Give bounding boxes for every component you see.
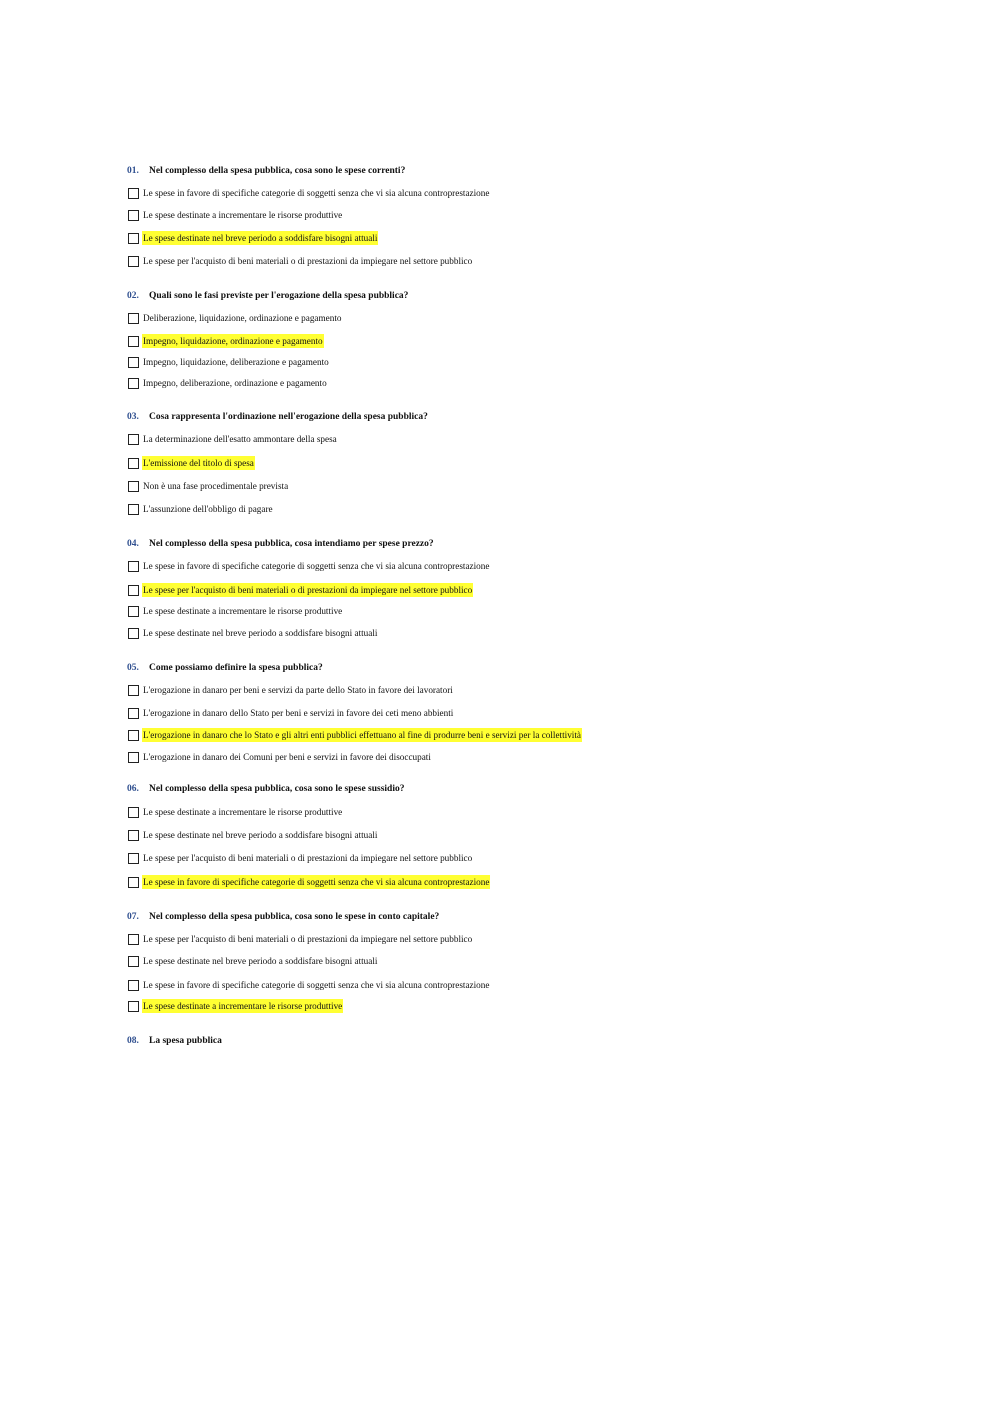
answer-text: Impegno, liquidazione, deliberazione e pagamento	[143, 357, 329, 367]
answer-text: Le spese per l'acquisto di beni materiali o di prestazioni da impiegare nel settore pubblico	[143, 853, 473, 863]
question-text: Nel complesso della spesa pubblica, cosa sono le spese correnti?	[149, 166, 406, 176]
answer-text: L'erogazione in danaro dei Comuni per beni e servizi in favore dei disoccupati	[143, 752, 431, 762]
question-text: Nel complesso della spesa pubblica, cosa intendiamo per spese prezzo?	[149, 539, 434, 549]
answer-text: Le spese destinate a incrementare le risorse produttive	[143, 807, 343, 817]
answer-text: Le spese in favore di specifiche categorie di soggetti senza che vi sia alcuna controprestazione	[143, 980, 490, 990]
answer-text: Impegno, deliberazione, ordinazione e pagamento	[143, 378, 327, 388]
answer-checkbox[interactable]	[128, 357, 139, 368]
answer-option[interactable]	[128, 875, 490, 889]
answer-option[interactable]	[128, 334, 324, 348]
answer-text: Le spese in favore di specifiche categorie di soggetti senza che vi sia alcuna controprestazione	[143, 561, 490, 571]
answer-checkbox[interactable]	[128, 606, 139, 617]
question-text: Come possiamo definire la spesa pubblica?	[149, 663, 323, 673]
answer-text: L'erogazione in danaro per beni e servizi da parte dello Stato in favore dei lavoratori	[143, 685, 453, 695]
answer-option[interactable]	[128, 828, 378, 842]
answer-text: Le spese per l'acquisto di beni materiali o di prestazioni da impiegare nel settore pubblico	[143, 256, 473, 266]
answer-checkbox[interactable]	[128, 585, 139, 596]
answer-option[interactable]	[128, 706, 454, 720]
answer-checkbox[interactable]	[128, 434, 139, 445]
answer-option[interactable]	[128, 376, 328, 390]
question-8	[127, 1035, 222, 1047]
question-6	[127, 783, 404, 795]
answer-text-highlighted: Le spese destinate nel breve periodo a soddisfare bisogni attuali	[143, 233, 378, 243]
question-4	[127, 538, 434, 550]
answer-text: Le spese destinate a incrementare le risorse produttive	[143, 606, 343, 616]
answer-text-highlighted: L'erogazione in danaro che lo Stato e gli altri enti pubblici effettuano al fine di produrre beni e servizi per la collettività	[143, 730, 581, 740]
answer-text: Le spese destinate nel breve periodo a soddisfare bisogni attuali	[143, 830, 378, 840]
answer-text: Le spese destinate nel breve periodo a soddisfare bisogni attuali	[143, 956, 378, 966]
question-text: Nel complesso della spesa pubblica, cosa sono le spese sussidio?	[149, 784, 405, 794]
answer-option[interactable]	[128, 186, 490, 200]
answer-option[interactable]	[128, 932, 473, 946]
question-text: Quali sono le fasi previste per l'erogazione della spesa pubblica?	[149, 291, 409, 301]
answer-text: Deliberazione, liquidazione, ordinazione e pagamento	[143, 313, 342, 323]
answer-option[interactable]	[128, 604, 343, 618]
question-number: 01.	[127, 166, 139, 176]
answer-checkbox[interactable]	[128, 934, 139, 945]
question-7	[127, 911, 439, 923]
answer-checkbox[interactable]	[128, 956, 139, 967]
answer-checkbox[interactable]	[128, 210, 139, 221]
answer-option[interactable]	[128, 231, 378, 245]
answer-checkbox[interactable]	[128, 458, 139, 469]
answer-option[interactable]	[128, 254, 473, 268]
question-2	[127, 290, 408, 302]
answer-option[interactable]	[128, 432, 338, 446]
answer-checkbox[interactable]	[128, 730, 139, 741]
answer-checkbox[interactable]	[128, 504, 139, 515]
answer-text: L'assunzione dell'obbligo di pagare	[143, 504, 273, 514]
answer-option[interactable]	[128, 978, 490, 992]
answer-text-highlighted: Le spese destinate a incrementare le risorse produttive	[143, 1001, 343, 1011]
answer-text: Le spese in favore di specifiche categorie di soggetti senza che vi sia alcuna controprestazione	[143, 188, 490, 198]
answer-option[interactable]	[128, 750, 432, 764]
answer-text-highlighted: L'emissione del titolo di spesa	[143, 458, 254, 468]
question-number: 08.	[127, 1036, 139, 1046]
answer-checkbox[interactable]	[128, 628, 139, 639]
question-text: Cosa rappresenta l'ordinazione nell'erogazione della spesa pubblica?	[149, 412, 428, 422]
question-number: 02.	[127, 291, 139, 301]
answer-option[interactable]	[128, 805, 343, 819]
answer-option[interactable]	[128, 851, 473, 865]
answer-option[interactable]	[128, 355, 330, 369]
answer-checkbox[interactable]	[128, 807, 139, 818]
answer-option[interactable]	[128, 583, 473, 597]
answer-option[interactable]	[128, 311, 342, 325]
answer-checkbox[interactable]	[128, 378, 139, 389]
answer-checkbox[interactable]	[128, 853, 139, 864]
question-number: 06.	[127, 784, 139, 794]
answer-text-highlighted: Le spese in favore di specifiche categorie di soggetti senza che vi sia alcuna controprestazione	[143, 877, 490, 887]
answer-text: La determinazione dell'esatto ammontare della spesa	[143, 434, 337, 444]
answer-checkbox[interactable]	[128, 980, 139, 991]
answer-text-highlighted: Impegno, liquidazione, ordinazione e pagamento	[143, 336, 323, 346]
answer-option[interactable]	[128, 479, 289, 493]
answer-text-highlighted: Le spese per l'acquisto di beni materiali o di prestazioni da impiegare nel settore pubblico	[143, 585, 473, 595]
answer-option[interactable]	[128, 456, 255, 470]
answer-checkbox[interactable]	[128, 561, 139, 572]
answer-checkbox[interactable]	[128, 256, 139, 267]
question-number: 07.	[127, 912, 139, 922]
question-number: 05.	[127, 663, 139, 673]
answer-option[interactable]	[128, 954, 378, 968]
answer-option[interactable]	[128, 683, 454, 697]
answer-checkbox[interactable]	[128, 877, 139, 888]
answer-checkbox[interactable]	[128, 685, 139, 696]
answer-checkbox[interactable]	[128, 708, 139, 719]
answer-text: Non è una fase procedimentale prevista	[143, 481, 289, 491]
answer-checkbox[interactable]	[128, 188, 139, 199]
answer-option[interactable]	[128, 559, 490, 573]
answer-option[interactable]	[128, 999, 343, 1013]
answer-text: Le spese destinate nel breve periodo a soddisfare bisogni attuali	[143, 628, 378, 638]
question-3	[127, 411, 428, 423]
question-number: 04.	[127, 539, 139, 549]
answer-checkbox[interactable]	[128, 313, 139, 324]
answer-text: Le spese per l'acquisto di beni materiali o di prestazioni da impiegare nel settore pubblico	[143, 934, 473, 944]
question-text: Nel complesso della spesa pubblica, cosa sono le spese in conto capitale?	[149, 912, 440, 922]
answer-option[interactable]	[128, 626, 378, 640]
answer-checkbox[interactable]	[128, 830, 139, 841]
answer-option[interactable]	[128, 728, 582, 742]
answer-checkbox[interactable]	[128, 1001, 139, 1012]
answer-checkbox[interactable]	[128, 481, 139, 492]
answer-checkbox[interactable]	[128, 752, 139, 763]
question-1	[127, 165, 405, 177]
answer-checkbox[interactable]	[128, 233, 139, 244]
answer-option[interactable]	[128, 208, 343, 222]
answer-text: Le spese destinate a incrementare le risorse produttive	[143, 210, 343, 220]
answer-checkbox[interactable]	[128, 336, 139, 347]
question-number: 03.	[127, 412, 139, 422]
answer-text: L'erogazione in danaro dello Stato per beni e servizi in favore dei ceti meno abbienti	[143, 708, 454, 718]
answer-option[interactable]	[128, 502, 274, 516]
question-text: La spesa pubblica	[149, 1036, 222, 1046]
question-5	[127, 662, 323, 674]
